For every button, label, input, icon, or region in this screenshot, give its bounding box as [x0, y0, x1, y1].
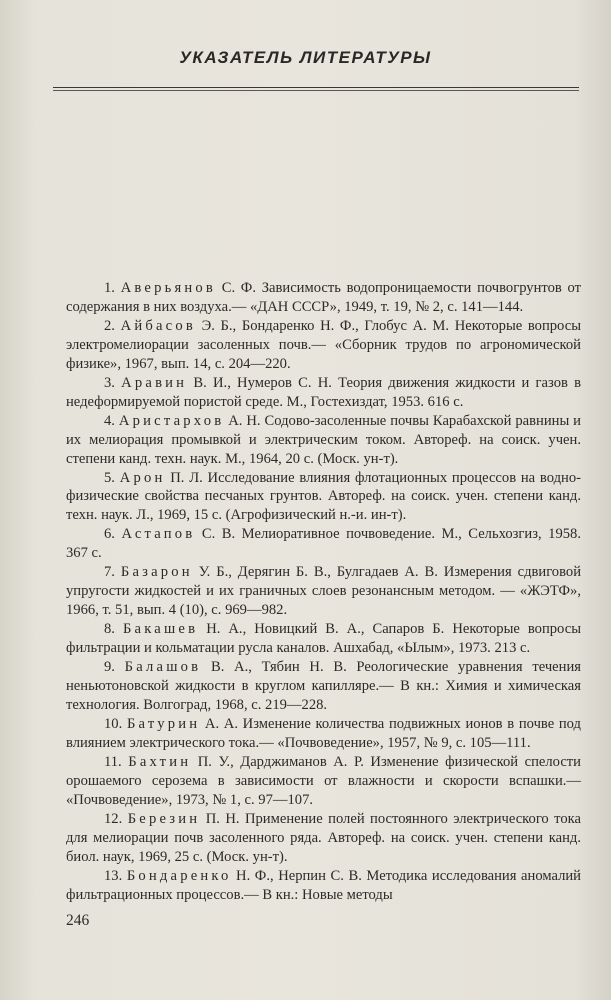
reference-item: 7. Базарон У. Б., Дерягин Б. В., Булгадаев А. В. Измерения сдвиговой упругости жидкостей и их граничных слоев резонансным методом. — «ЖЭТФ», 1966, т. 51, вып. 4 (10), с. 969—982. — [66, 564, 582, 619]
reference-item: 13. Бондаренко Н. Ф., Нерпин С. В. Методика исследования аномалий фильтрационных процессов.— В кн.: Новые методы — [66, 867, 581, 903]
reference-item: 5. Арон П. Л. Исследование влияния флотационных процессов на водно-физические свойства песчаных грунтов. Автореф. на соиск. учен. степени канд. техн. наук. Л., 1969, 15 с. (Агрофизический н.-и. ин-т). — [66, 469, 581, 524]
reference-item: 10. Батурин А. А. Изменение количества подвижных ионов в почве под влиянием электрического тока.— «Почвоведение», 1957, № 9, с. 105—111. — [66, 715, 581, 751]
page-number: 246 — [66, 912, 90, 929]
reference-item: 11. Бахтин П. У., Дарджиманов А. Р. Изменение физической спелости орошаемого серозема в зависимости от влажности и скорости вспашки.— «Почвоведение», 1973, № 1, с. 97—107. — [66, 753, 581, 808]
header-rule — [53, 87, 579, 91]
reference-item: 3. Аравин В. И., Нумеров С. Н. Теория движения жидкости и газов в недеформируемой пористой среде. М., Гостехиздат, 1953. 616 с. — [66, 374, 581, 410]
reference-item: 6. Астапов С. В. Мелиоративное почвоведение. М., Сельхозгиз, 1958. 367 с. — [66, 526, 581, 562]
reference-list — [66, 279, 581, 904]
reference-item: 4. Аристархов А. Н. Содово-засоленные почвы Карабахской равнины и их мелиорация промывкой и электрическим током. Автореф. на соиск. учен. степени канд. техн. наук. М., 1964, 20 с. (Моск. ун-т). — [66, 412, 581, 467]
reference-item: 2. Айбасов Э. Б., Бондаренко Н. Ф., Глобус А. М. Некоторые вопросы электромелиорации засоленных почв.— «Сборник трудов по агрономической физике», 1967, вып. 14, с. 204—220. — [66, 317, 582, 372]
page-header-title: УКАЗАТЕЛЬ ЛИТЕРАТУРЫ — [179, 48, 432, 67]
reference-item: 8. Бакашев Н. А., Новицкий В. А., Сапаров Б. Некоторые вопросы фильтрации и кольматации русла каналов. Ашхабад, «Ылым», 1973. 213 с. — [66, 621, 582, 657]
reference-item: 1. Аверьянов С. Ф. Зависимость водопроницаемости почвогрунтов от содержания в них воздуха.— «ДАН СССР», 1949, т. 19, № 2, с. 141—144. — [66, 280, 581, 315]
reference-item: 9. Балашов В. А., Тябин Н. В. Реологические уравнения течения неньютоновской жидкости в круглом капилляре.— В кн.: Химия и химическая технология. Волгоград, 1968, с. 219—228. — [66, 659, 581, 713]
reference-item: 12. Березин П. Н. Применение полей постоянного электрического тока для мелиорации почв засоленного ряда. Автореф. на соиск. учен. степени канд. биол. наук, 1969, 25 с. (Моск. ун-т). — [66, 810, 581, 865]
